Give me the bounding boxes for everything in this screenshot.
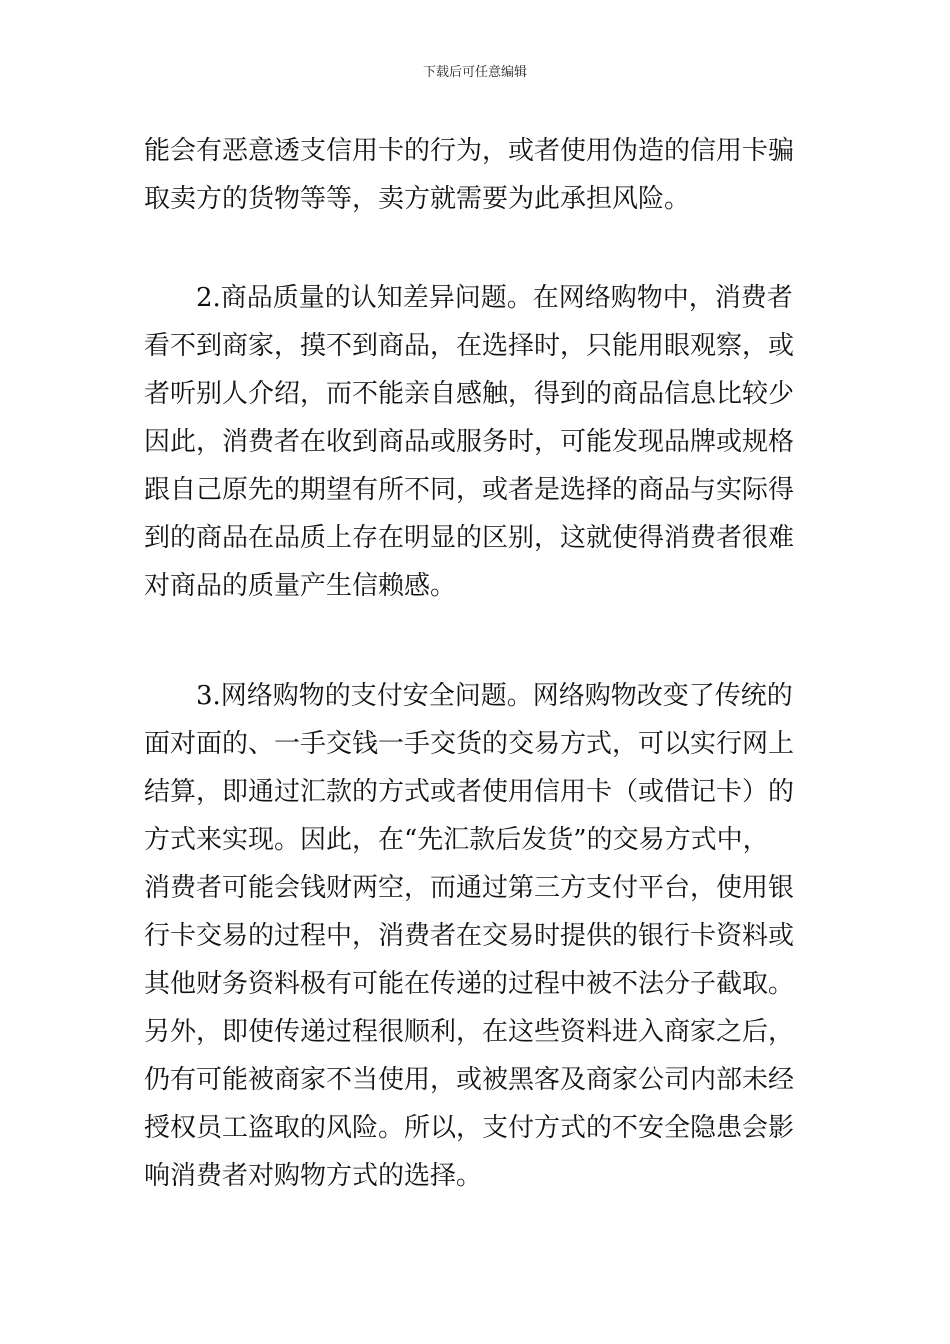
page-header: 下载后可任意编辑 bbox=[422, 65, 527, 80]
paragraph-line: 另外，即使传递过程很顺利，在这些资料进入商家之后， bbox=[144, 1017, 795, 1047]
paragraph-2 bbox=[144, 274, 812, 610]
paragraph-line: 看不到商家，摸不到商品，在选择时，只能用眼观察，或 bbox=[144, 331, 795, 361]
paragraph-line: 结算，即通过汇款的方式或者使用信用卡（或借记卡）的 bbox=[144, 777, 795, 807]
paragraph-line: 响消费者对购物方式的选择。 bbox=[144, 1161, 483, 1191]
paragraph-line: 消费者可能会钱财两空，而通过第三方支付平台，使用银 bbox=[144, 873, 795, 903]
paragraph-line: 面对面的、一手交钱一手交货的交易方式，可以实行网上 bbox=[144, 729, 795, 759]
paragraph-line: 其他财务资料极有可能在传递的过程中被不法分子截取。 bbox=[144, 969, 795, 999]
paragraph-3 bbox=[144, 672, 812, 1200]
paragraph-line: 取卖方的货物等等，卖方就需要为此承担风险。 bbox=[144, 184, 691, 214]
paragraph-line: 3.网络购物的支付安全问题。网络购物改变了传统的 bbox=[196, 681, 793, 711]
paragraph-line: 仍有可能被商家不当使用，或被黑客及商家公司内部未经 bbox=[144, 1065, 795, 1095]
paragraph-line: 方式来实现。因此，在“先汇款后发货”的交易方式中， bbox=[144, 825, 769, 855]
paragraph-line: 跟自己原先的期望有所不同，或者是选择的商品与实际得 bbox=[144, 475, 795, 505]
paragraph-line: 因此，消费者在收到商品或服务时，可能发现品牌或规格 bbox=[144, 427, 795, 457]
paragraph-line: 到的商品在品质上存在明显的区别，这就使得消费者很难 bbox=[144, 523, 795, 553]
paragraph-line: 者听别人介绍，而不能亲自感触，得到的商品信息比较少 bbox=[144, 379, 795, 409]
paragraph-1 bbox=[144, 127, 812, 223]
paragraph-line: 行卡交易的过程中，消费者在交易时提供的银行卡资料或 bbox=[144, 921, 795, 951]
paragraph-line: 2.商品质量的认知差异问题。在网络购物中，消费者 bbox=[196, 283, 793, 313]
paragraph-line: 对商品的质量产生信赖感。 bbox=[144, 571, 457, 601]
paragraph-line: 能会有恶意透支信用卡的行为，或者使用伪造的信用卡骗 bbox=[144, 136, 795, 166]
paragraph-line: 授权员工盗取的风险。所以，支付方式的不安全隐患会影 bbox=[144, 1113, 795, 1143]
